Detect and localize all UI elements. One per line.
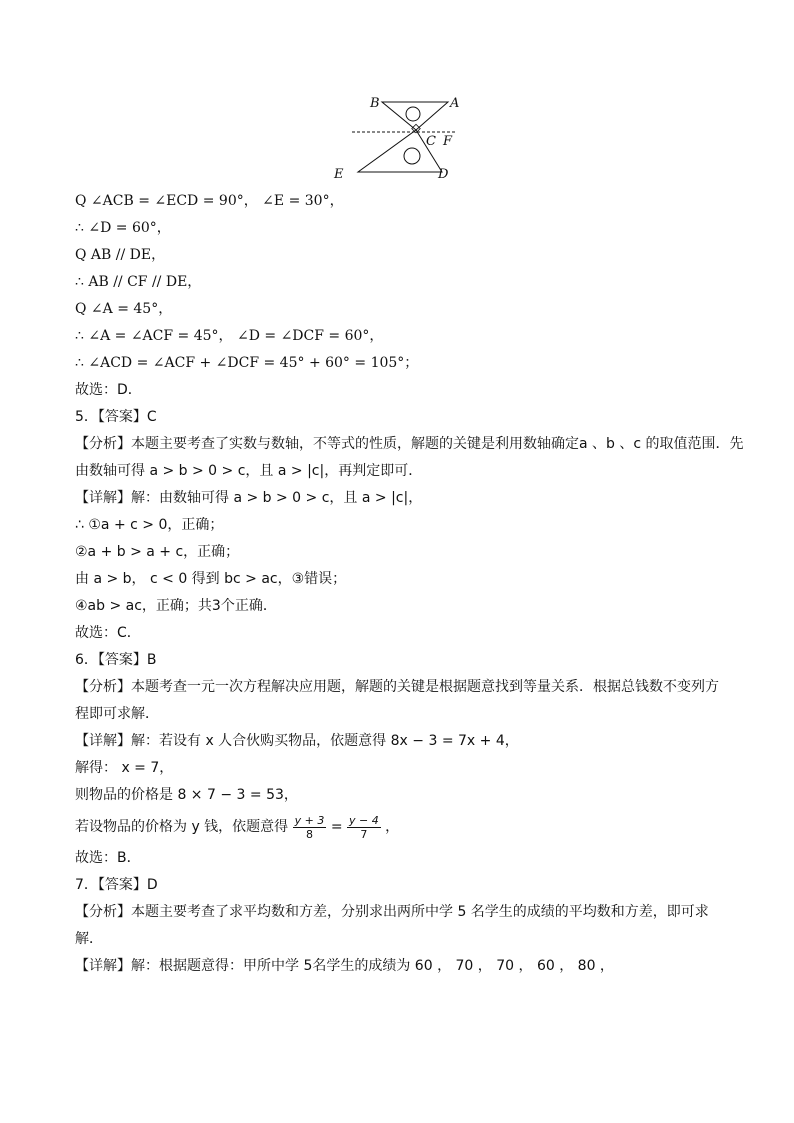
fraction-right-numerator: y − 4: [349, 813, 379, 827]
text-line: 【分析】本题主要考查了求平均数和方差，分别求出两所中学 5 名学生的成绩的平均数和方差，即可求: [75, 904, 709, 920]
text-line: 由数轴可得 a > b > 0 > c，且 a > |c|，再判定即可．: [75, 463, 423, 479]
text-line: 7．【答案】D: [75, 877, 158, 893]
text-line: 解．: [75, 931, 103, 947]
text-line: 则物品的价格是 8 × 7 − 3 = 53，: [75, 787, 298, 803]
fraction-suffix: ，: [385, 819, 400, 835]
text-line: 解得： x = 7，: [75, 760, 174, 776]
label-f: F: [443, 134, 453, 149]
label-a: A: [450, 96, 460, 111]
fraction-equals: =: [330, 819, 343, 835]
text-line: 【分析】本题考查一元一次方程解决应用题，解题的关键是根据题意找到等量关系．根据总钱数不变列方: [75, 679, 719, 695]
label-e: E: [334, 167, 344, 182]
fraction-right: [347, 814, 381, 841]
text-line: 【详解】解：若设有 x 人合伙购买物品，依题意得 8x − 3 = 7x + 4，: [75, 733, 519, 749]
geometry-figure: [330, 92, 470, 184]
text-line: ②a + b > a + c，正确；: [75, 544, 240, 560]
text-line: 【详解】解：根据题意得：甲所中学 5名学生的成绩为 60 ， 70 ， 70 ， 60 ， 80 ，: [75, 958, 614, 974]
fraction-right-denominator: 7: [360, 827, 368, 841]
text-line: 程即可求解．: [75, 706, 159, 722]
text-line: 6．【答案】B: [75, 652, 157, 668]
fraction-left: [293, 814, 327, 841]
text-line: Q ∠ACB = ∠ECD = 90°， ∠E = 30°，: [75, 193, 344, 209]
text-line: Q ∠A = 45°，: [75, 301, 173, 317]
label-b: B: [370, 96, 380, 111]
label-c: C: [426, 134, 436, 149]
fraction-equation-line: [75, 809, 725, 845]
text-line: ∴ ①a + c > 0，正确；: [75, 517, 224, 533]
text-line: 故选：C．: [75, 625, 141, 641]
text-line: 5．【答案】C: [75, 409, 157, 425]
text-line: ∴ ∠D = 60°，: [75, 220, 171, 236]
text-line: ∴ AB // CF // DE，: [75, 274, 202, 290]
fraction-left-numerator: y + 3: [294, 813, 325, 827]
text-line: 【详解】解：由数轴可得 a > b > 0 > c，且 a > |c|，: [75, 490, 423, 506]
text-line: 由 a > b， c < 0 得到 bc > ac，③错误；: [75, 571, 347, 587]
circle-hole-bottom: [404, 148, 420, 164]
fraction-left-denominator: 8: [306, 827, 313, 841]
label-d: D: [438, 167, 449, 182]
fraction-prefix: 若设物品的价格为 y 钱，依题意得: [75, 819, 289, 835]
text-line: ∴ ∠A = ∠ACF = 45°， ∠D = ∠DCF = 60°，: [75, 328, 384, 344]
text-line: 【分析】本题主要考查了实数与数轴，不等式的性质，解题的关键是利用数轴确定a 、b 、c 的取值范围．先: [75, 436, 744, 452]
text-line: ∴ ∠ACD = ∠ACF + ∠DCF = 45° + 60° = 105°；: [75, 355, 419, 371]
text-line: 故选：D．: [75, 382, 142, 398]
circle-hole-top: [406, 107, 420, 121]
solution-text: [75, 188, 744, 980]
text-line: Q AB // DE，: [75, 247, 166, 263]
text-line: ④ab > ac，正确；共3个正确．: [75, 598, 277, 614]
text-line: 故选：B．: [75, 850, 141, 866]
